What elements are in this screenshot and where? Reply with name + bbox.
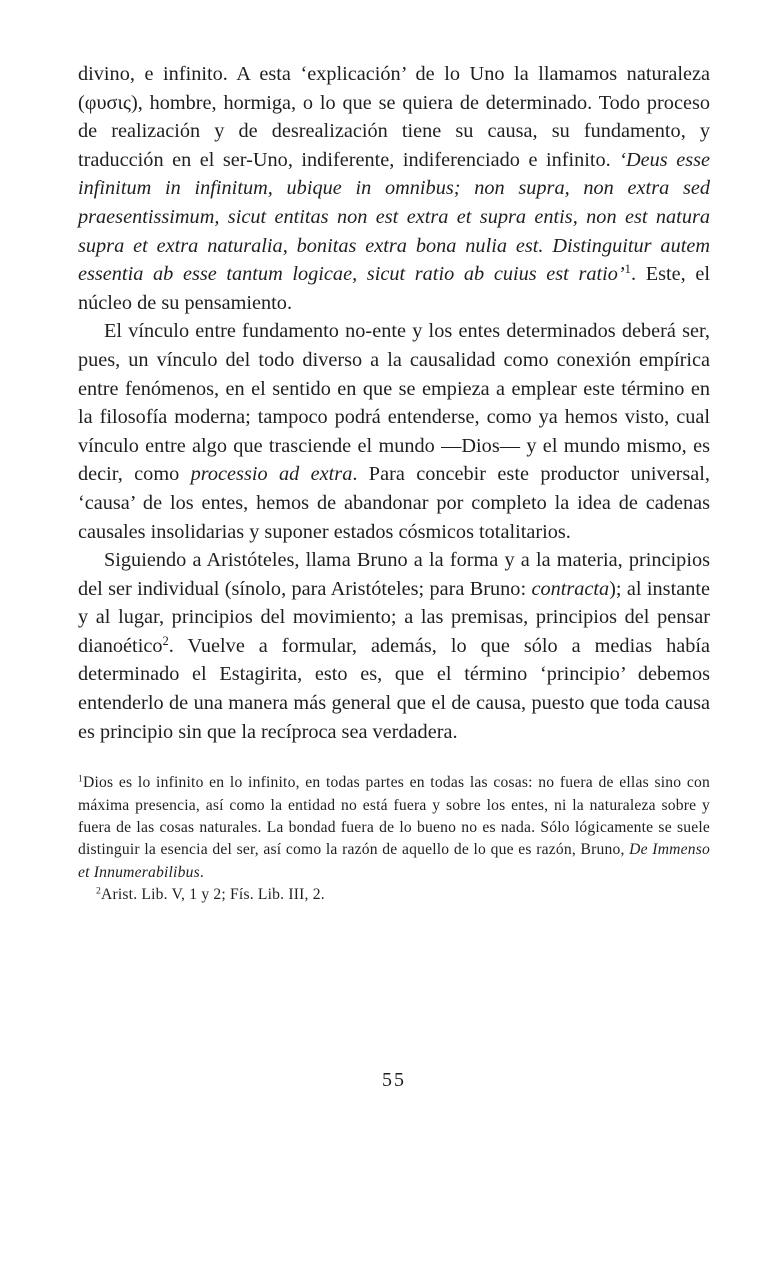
footnote-1-text: Dios es lo infinito en lo infinito, en todas partes en todas las cosas: no fuera de ellas sino con máxima presencia, así como la entidad no está fuera y sobre los entes, ni la naturaleza sobre y fuera de las cosas naturales. La bondad fuera de lo bueno no es nada. Sólo lógicamente se suele distinguir la esencia del ser, así como la razón de aquello de lo que es razón, Bruno, [78, 774, 710, 859]
p3-italic: contracta [531, 577, 610, 600]
paragraph-1 [78, 60, 710, 317]
footnote-2-mark: 2 [96, 885, 102, 897]
book-page [78, 60, 710, 1091]
footnotes [78, 772, 710, 906]
p1-text-c: . Este, el núcleo de su pensamiento. [78, 263, 710, 314]
latin-quote: ‘Deus esse infinitum in infinitum, ubique in omnibus; non supra, non extra sed praesentissimum, sicut entitas non est extra et supra entis, non est natura supra et extra naturalia, bonitas extra bona nulia est. Distinguitur autem essentia ab esse tantum logicae, sicut ratio ab cuius est ratio’ [78, 148, 710, 286]
p3-text-c: . Vuelve a formular, además, lo que sólo a medias había determinado el Estagirita, esto es, que el término ‘principio’ debemos entenderlo de una manera más general que el de causa, puesto que toda causa es principio sin que la recíproca sea verdadera. [78, 634, 710, 743]
footnote-1-mark: 1 [78, 773, 84, 785]
paragraph-2 [78, 317, 710, 546]
p1-text-b: ), hombre, hormiga, o lo que se quiera de determinado. Todo proceso de realización y de desrealización tiene su causa, su fundamento, y traducción en el ser-Uno, indiferente, indiferenciado e infinito. [78, 91, 710, 171]
p2-text-a: El vínculo entre fundamento no-ente y los entes determinados deberá ser, pues, un vínculo del todo diverso a la causalidad como conexión empírica entre fenómenos, en el sentido en que se empieza a emplear este término en la filosofía moderna; tampoco podrá entenderse, como ya hemos visto, cual vínculo entre algo que trasciende el mundo —Dios— y el mundo mismo, es decir, como [78, 320, 710, 486]
footnote-2-text: Arist. Lib. V, 1 y 2; Fís. Lib. III, 2. [101, 886, 325, 904]
p1-text-a: divino, e infinito. A esta ‘explicación’ de lo Uno la llamamos naturaleza ( [78, 63, 710, 114]
footnote-1-title: De Immenso et Innumerabilibus [78, 841, 710, 881]
greek-word: φυσις [84, 91, 131, 114]
main-text [78, 60, 710, 746]
p3-text-a: Siguiendo a Aristóteles, llama Bruno a la forma y a la materia, principios del ser individual (sínolo, para Aristóteles; para Bruno: [78, 549, 710, 600]
footnote-2 [78, 884, 710, 906]
footnote-1-end: . [199, 863, 204, 881]
paragraph-3 [78, 546, 710, 746]
p2-italic: processio ad extra [190, 463, 353, 486]
p2-text-b: . Para concebir este productor universal, ‘causa’ de los entes, hemos de abandonar por completo la idea de cadenas causales insolidarias y suponer estados cósmicos totalitarios. [78, 463, 710, 543]
footnote-ref-2: 2 [162, 633, 169, 648]
p3-text-b: ); al instante y al lugar, principios del movimiento; a las premisas, principios del pensar dianoético [78, 577, 710, 657]
footnote-ref-1: 1 [624, 262, 631, 277]
footnote-1 [78, 772, 710, 884]
page-number: 55 [382, 1069, 406, 1091]
